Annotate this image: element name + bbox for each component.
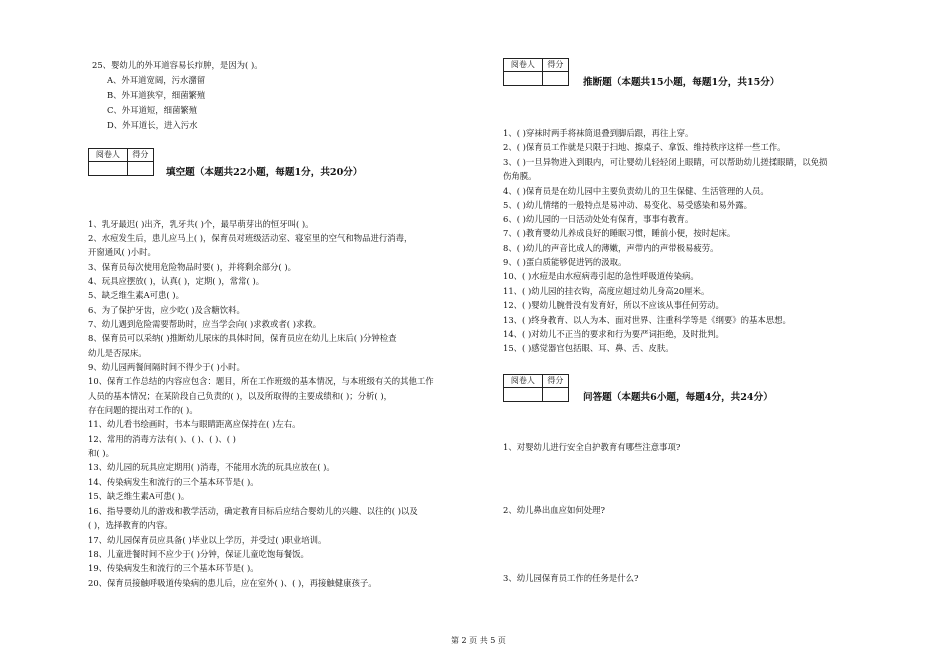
judge-question-line: 6、( )幼儿园的一日活动处处有保育，事事有教育。 bbox=[503, 214, 694, 224]
fill-question-line: 10、保育工作总结的内容应包含：题目，所在工作班级的基本情况，与本班级有关的其他工作 bbox=[88, 376, 434, 386]
fill-question-line: 和( )。 bbox=[88, 448, 114, 458]
fill-question-line: ( )，选择教育的内容。 bbox=[88, 520, 173, 530]
judge-question-line: 14、( )对幼儿不正当的要求和行为要严词拒绝，及时批判。 bbox=[503, 329, 724, 339]
fill-section-title: 填空题（本题共22小题，每题1分，共20分） bbox=[166, 167, 363, 178]
fill-question-line: 1、乳牙最迟( )出齐，乳牙共( )个，最早萌芽出的恒牙叫( )。 bbox=[88, 219, 314, 229]
judge-score-box bbox=[503, 58, 569, 86]
qa-question-3: 3、幼儿园保育员工作的任务是什么? bbox=[503, 573, 639, 583]
q25-option-c: C、外耳道短，细菌繁殖 bbox=[107, 105, 198, 115]
score-box-grader-label: 阅卷人 bbox=[504, 375, 543, 388]
qa-question-2: 2、幼儿鼻出血应如何处理? bbox=[503, 505, 605, 515]
fill-question-line: 19、传染病发生和流行的三个基本环节是( )。 bbox=[88, 563, 259, 573]
fill-score-box bbox=[88, 148, 154, 176]
fill-question-line: 2、水痘发生后，患儿应马上( )，保育员对班级活动室、寝室里的空气和物品进行消毒， bbox=[88, 233, 413, 243]
judge-question-line: 5、( )幼儿情绪的一般特点是易冲动、易变化、易受感染和易外露。 bbox=[503, 200, 753, 210]
score-box-score-label: 得分 bbox=[542, 59, 568, 72]
judge-question-line: 13、( )终身教育、以人为本、面对世界、注重科学等是《纲要》的基本思想。 bbox=[503, 315, 791, 325]
judge-question-line: 15、( )感觉器官包括眼、耳、鼻、舌、皮肤。 bbox=[503, 343, 674, 353]
score-box-grader-cell bbox=[89, 162, 128, 176]
fill-question-line: 13、幼儿园的玩具应定期用( )消毒，不能用水洗的玩具应放在( )。 bbox=[88, 462, 335, 472]
judge-question-line: 9、( )蛋白质能够促进钙的汲取。 bbox=[503, 257, 627, 267]
fill-question-line: 20、保育员接触呼吸道传染病的患儿后，应在室外( )、( )，再接触健康孩子。 bbox=[88, 578, 377, 588]
fill-question-line: 7、幼儿遇到危险需要帮助时，应当学会向( )求救或者( )求救。 bbox=[88, 319, 322, 329]
score-box-score-cell bbox=[127, 162, 153, 176]
fill-question-line: 3、保育员每次使用危险物品时要( )，并将剩余部分( )。 bbox=[88, 262, 296, 272]
fill-question-line: 幼儿是否尿床。 bbox=[88, 348, 147, 358]
q25-option-a: A、外耳道宽阔，污水潴留 bbox=[107, 75, 206, 85]
fill-question-line: 4、玩具应摆放( )，认真( )，定期( )，常常( )。 bbox=[88, 276, 265, 286]
judge-question-line: 1、( )穿袜时两手将袜筒退叠到脚后跟，再往上穿。 bbox=[503, 128, 694, 138]
score-box-grader-cell bbox=[504, 72, 543, 86]
score-box-grader-label: 阅卷人 bbox=[89, 149, 128, 162]
score-box-grader-cell bbox=[504, 388, 543, 402]
qa-question-1: 1、对婴幼儿进行安全自护教育有哪些注意事项? bbox=[503, 442, 681, 452]
q25-option-b: B、外耳道狭窄，细菌繁殖 bbox=[107, 90, 206, 100]
fill-question-line: 开窗通风( )小时。 bbox=[88, 247, 156, 257]
fill-question-line: 9、幼儿园两餐间隔时间不得少于( )小时。 bbox=[88, 362, 245, 372]
judge-question-line: 伤角膜。 bbox=[503, 171, 537, 181]
score-box-score-label: 得分 bbox=[127, 149, 153, 162]
q25-stem: 25、婴幼儿的外耳道容易长疖肿，是因为( )。 bbox=[92, 60, 263, 70]
judge-question-line: 8、( )幼儿的声音比成人的薄嫩，声带内的声带极易疲劳。 bbox=[503, 243, 719, 253]
judge-question-line: 2、( )保育员工作就是只限于扫地、擦桌子、拿饭、维持秩序这样一些工作。 bbox=[503, 142, 786, 152]
judge-question-line: 3、( )一旦异物进入到眼内，可让婴幼儿轻轻闭上眼睛，可以帮助幼儿搓揉眼睛，以免损 bbox=[503, 157, 828, 167]
judge-question-line: 11、( )幼儿园的挂衣钩，高度应超过幼儿身高20厘米。 bbox=[503, 286, 710, 296]
judge-question-line: 12、( )婴幼儿腕骨没有发育好，所以不应该从事任何劳动。 bbox=[503, 300, 724, 310]
judge-question-line: 7、( )教育婴幼儿养成良好的睡眠习惯，睡前小便，按时起床。 bbox=[503, 228, 736, 238]
fill-question-line: 14、传染病发生和流行的三个基本环节是( )。 bbox=[88, 477, 259, 487]
fill-question-line: 5、缺乏维生素A可患( )。 bbox=[88, 290, 184, 300]
score-box-score-cell bbox=[542, 388, 568, 402]
judge-question-line: 4、( )保育员是在幼儿园中主要负责幼儿的卫生保健、生活管理的人员。 bbox=[503, 186, 769, 196]
fill-question-line: 11、幼儿看书绘画时，书本与眼睛距离应保持在( )左右。 bbox=[88, 419, 301, 429]
fill-question-line: 人员的基本情况；在某阶段自己负责的( )，以及所取得的主要成绩和( )；分析( )， bbox=[88, 391, 392, 401]
page-footer: 第 2 页 共 5 页 bbox=[451, 636, 506, 645]
judge-section-title: 推断题（本题共15小题，每题1分，共15分） bbox=[583, 77, 780, 88]
judge-question-line: 10、( )水痘是由水痘病毒引起的急性呼吸道传染病。 bbox=[503, 271, 699, 281]
score-box-grader-label: 阅卷人 bbox=[504, 59, 543, 72]
fill-question-line: 16、指导婴幼儿的游戏和教学活动，确定教育目标后应结合婴幼儿的兴趣、以往的( )以及 bbox=[88, 506, 418, 516]
score-box-score-cell bbox=[542, 72, 568, 86]
fill-question-line: 12、常用的消毒方法有( )、( )、( )、( ) bbox=[88, 434, 236, 444]
score-box-score-label: 得分 bbox=[542, 375, 568, 388]
qa-score-box bbox=[503, 374, 569, 402]
fill-question-line: 18、儿童进餐时间不应少于( )分钟，保证儿童吃饱每餐饭。 bbox=[88, 549, 309, 559]
fill-question-line: 17、幼儿园保育员应具备( )毕业以上学历，并受过( )职业培训。 bbox=[88, 535, 327, 545]
fill-question-line: 8、保育员可以采纳( )推断幼儿尿床的具体时间，保育员应在幼儿上床后( )分钟检查 bbox=[88, 333, 397, 343]
fill-question-line: 15、缺乏维生素A可患( )。 bbox=[88, 491, 190, 501]
q25-option-d: D、外耳道长，进入污水 bbox=[107, 120, 198, 130]
qa-section-title: 问答题（本题共6小题，每题4分，共24分） bbox=[583, 392, 773, 403]
fill-question-line: 6、为了保护牙齿，应少吃( )及含糖饮料。 bbox=[88, 305, 245, 315]
fill-question-line: 存在问题的提出对工作的( )。 bbox=[88, 405, 198, 415]
